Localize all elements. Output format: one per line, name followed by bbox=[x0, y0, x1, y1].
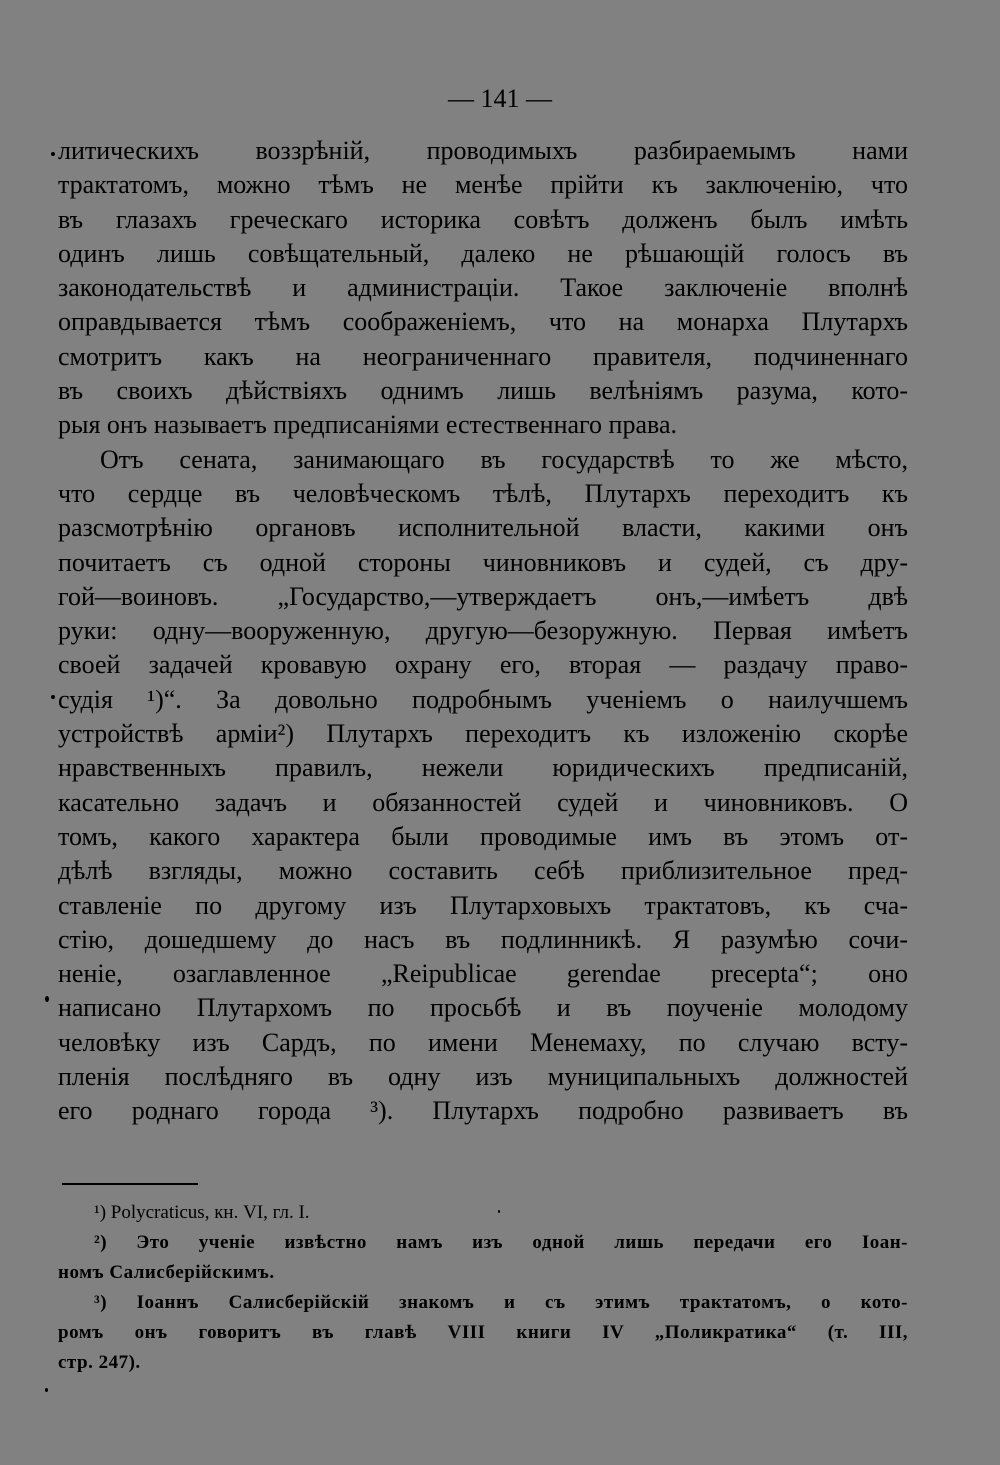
body-line: законодательствѣ и администраціи. Такое заключеніе вполнѣ bbox=[58, 273, 908, 303]
body-line: рыя онъ называетъ предписаніями естественнаго права. bbox=[58, 410, 677, 440]
scan-speck bbox=[51, 152, 55, 156]
footnote-3-line-3: стр. 247). bbox=[58, 1352, 141, 1373]
body-line: смотритъ какъ на неограниченнаго правителя, подчиненнаго bbox=[58, 341, 908, 371]
footnote-3-line-2: ромъ онъ говоритъ въ главѣ VIII книги IV „Поликратика“ (т. III, bbox=[58, 1322, 908, 1343]
body-line: трактатомъ, можно тѣмъ не менѣе прійти къ заключенію, что bbox=[58, 170, 908, 200]
scan-speck bbox=[45, 996, 49, 1002]
body-line: стію, дошедшему до насъ въ подлинникѣ. Я разумѣю сочи- bbox=[58, 924, 908, 954]
footnote-divider bbox=[62, 1183, 198, 1185]
body-line: оправдывается тѣмъ соображеніемъ, что на монарха Плутархъ bbox=[58, 307, 908, 337]
scan-speck bbox=[498, 1210, 500, 1213]
body-line: томъ, какого характера были проводимые имъ въ этомъ от- bbox=[58, 821, 908, 851]
footnote-2-line-2: номъ Салисберійскимъ. bbox=[58, 1262, 275, 1283]
footnote-2-line-1: ²) Это ученіе извѣстно намъ изъ одной лишь передачи его Іоан- bbox=[94, 1232, 908, 1253]
body-line: судія ¹)“. За довольно подробнымъ ученіемъ о наилучшемъ bbox=[58, 684, 908, 714]
body-text bbox=[58, 134, 908, 1129]
body-line: разсмотрѣнію органовъ исполнительной власти, какими онъ bbox=[58, 513, 908, 543]
body-line: пленія послѣдняго въ одну изъ муниципальныхъ должностей bbox=[58, 1062, 908, 1092]
body-line: нравственныхъ правилъ, нежели юридическихъ предписаній, bbox=[58, 753, 908, 783]
body-line: одинъ лишь совѣщательный, далеко не рѣшающій голосъ въ bbox=[58, 238, 908, 268]
body-line: въ глазахъ греческаго историка совѣтъ долженъ былъ имѣть bbox=[58, 204, 908, 234]
body-line: Отъ сената, занимающаго въ государствѣ то же мѣсто, bbox=[100, 444, 908, 474]
body-line: литическихъ воззрѣній, проводимыхъ разбираемымъ нами bbox=[58, 136, 908, 165]
page-number: — 141 — bbox=[448, 84, 552, 113]
body-line: устройствѣ арміи²) Плутархъ переходитъ къ изложенію скорѣе bbox=[58, 719, 908, 749]
body-line: ставленіе по другому изъ Плутарховыхъ трактатовъ, къ сча- bbox=[58, 890, 908, 920]
body-line: дѣлѣ взгляды, можно составить себѣ приблизительное пред- bbox=[58, 856, 908, 886]
scan-speck bbox=[51, 695, 55, 699]
body-line: что сердце въ человѣческомъ тѣлѣ, Плутархъ переходитъ къ bbox=[58, 478, 908, 508]
footnotes bbox=[58, 1198, 908, 1378]
body-line: неніе, озаглавленное „Reipublicae gerendae precepta“; оно bbox=[58, 959, 908, 989]
footnote-1: ¹) Polycraticus, кн. VI, гл. I. bbox=[94, 1202, 310, 1223]
body-line: гой—воиновъ. „Государство,—утверждаетъ онъ,—имѣетъ двѣ bbox=[58, 581, 908, 611]
body-line: касательно задачъ и обязанностей судей и чиновниковъ. О bbox=[58, 787, 908, 817]
footnote-3-line-1: ³) Іоаннъ Салисберійскій знакомъ и съ этимъ трактатомъ, о кото- bbox=[94, 1292, 908, 1313]
body-line: своей задачей кровавую охрану его, вторая — раздачу право- bbox=[58, 650, 908, 680]
body-line: почитаетъ съ одной стороны чиновниковъ и судей, съ дру- bbox=[58, 547, 908, 577]
body-line: въ своихъ дѣйствіяхъ однимъ лишь велѣніямъ разума, кото- bbox=[58, 376, 908, 406]
body-line: написано Плутархомъ по просьбѣ и въ поученіе молодому bbox=[58, 993, 908, 1023]
body-line: его роднаго города ³). Плутархъ подробно развиваетъ въ bbox=[58, 1096, 908, 1126]
body-line: руки: одну—вооруженную, другую—безоружную. Первая имѣетъ bbox=[58, 616, 908, 646]
scan-speck bbox=[45, 1388, 48, 1392]
body-line: человѣку изъ Сардъ, по имени Менемаху, по случаю всту- bbox=[58, 1027, 908, 1057]
